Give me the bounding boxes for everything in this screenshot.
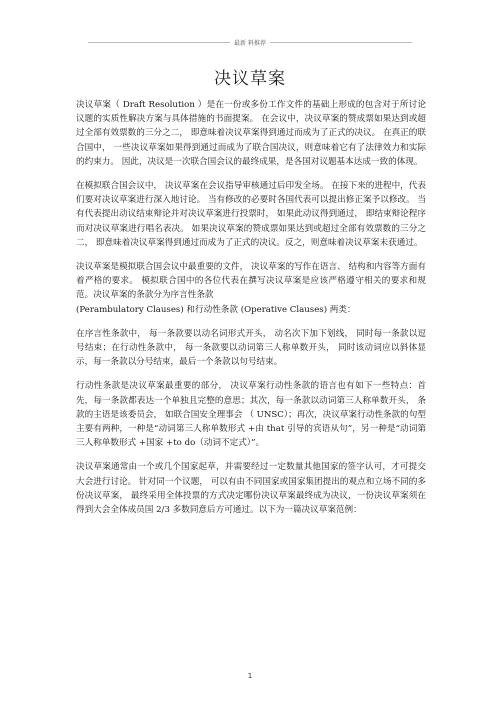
paragraph-drafting-process: 决议草案通常由一个或几个国家起草，并需要经过一定数量其他国家的签字认可，才可提交大会进行讨论。 针对同一个议题， 可以有由不同国家或国家集团提出的观点和立场不同的多份决议草案， 最终采用全体投票的方式决定哪份决议草案最终成为决议，一份决议草案须在得到大会全体成员国 2/3 多数同意后方可通过。以下为一篇决议草案范例：: [76, 462, 426, 516]
document-body: [76, 98, 426, 527]
paragraph-definition: 决议草案（ Draft Resolution ）是在一份或多份工作文件的基础上形成的包含对于所讨论议题的实质性解决方案与具体措施的书面提案。 在会议中，决议草案的赞成票如果达到或超过全部有效票数的三分之二， 即意味着决议草案得到通过而成为了正式的决议。 在真正的联合国中， 一些决议草案如果得到通过而成为了联合国决议，则意味着它有了法律效力和实际的约束力。 因此，决议是一次联合国会议的最终成果，是各国对议题基本达成一致的体现。: [76, 100, 426, 167]
page-number: 1: [247, 672, 253, 680]
header-rule-left: [88, 42, 230, 43]
header-text: 最新 料推荐: [234, 39, 266, 47]
paragraph-clause-format: 在序言性条款中， 每一条款要以动名词形式开头， 动名次下加下划线， 同时每一条款以逗号结束；在行动性条款中， 每一条款要以动词第三人称单数开头， 同时该动词应以斜体显示，每一条款以分号结束，最后一个条款以句号结束。: [76, 328, 426, 368]
paragraph-clause-types: (Perambulatory Clauses) 和行动性条款 (Operative Clauses) 两类：: [76, 304, 356, 315]
paragraph-mun-process: 在模拟联合国会议中， 决议草案在会议指导审核通过后印发全场。 在接下来的进程中，代表们要对决议草案进行深入地讨论。 当有修改的必要时各国代表可以提出修正案予以修改。 当有代表提出动议结束辩论并对决议草案进行投票时， 如果此动议得到通过， 即结束辩论程序而对决议草案进行唱名表决。 如果决议草案的赞成票如果达到或超过全部有效票数的三分之二， 即意味着决议草案得到通过而成为了正式的决议。反之，则意味着决议草案未获通过。: [76, 181, 426, 248]
document-title: 决议草案: [214, 69, 286, 89]
paragraph-structure: 决议草案是模拟联合国会议中最重要的文件， 决议草案的写作在语言、 结构和内容等方面有着严格的要求。 模拟联合国中的各位代表在撰写决议草案是应该严格遵守相关的要求和规范。决议草案的条款分为序言性条款: [76, 262, 426, 301]
page-header: [88, 36, 412, 48]
paragraph-operative-clauses: 行动性条款是决议草案最重要的部分， 决议草案行动性条款的语言也有如下一些特点：首先，每一条款都表达一个单独且完整的意思；其次，每一条款以动词第三人称单数开头， 条款的主语是该委员会， 如联合国安全理事会 （ UNSC）；再次，决议草案行动性条款的句型主要有两种，一种是“动词第三人称单数形式 +由 that 引导的宾语从句”，另一种是“动词第三人称单数形式 +国家 +to do（动词不定式）”。: [76, 381, 426, 449]
header-rule-right: [270, 42, 412, 43]
